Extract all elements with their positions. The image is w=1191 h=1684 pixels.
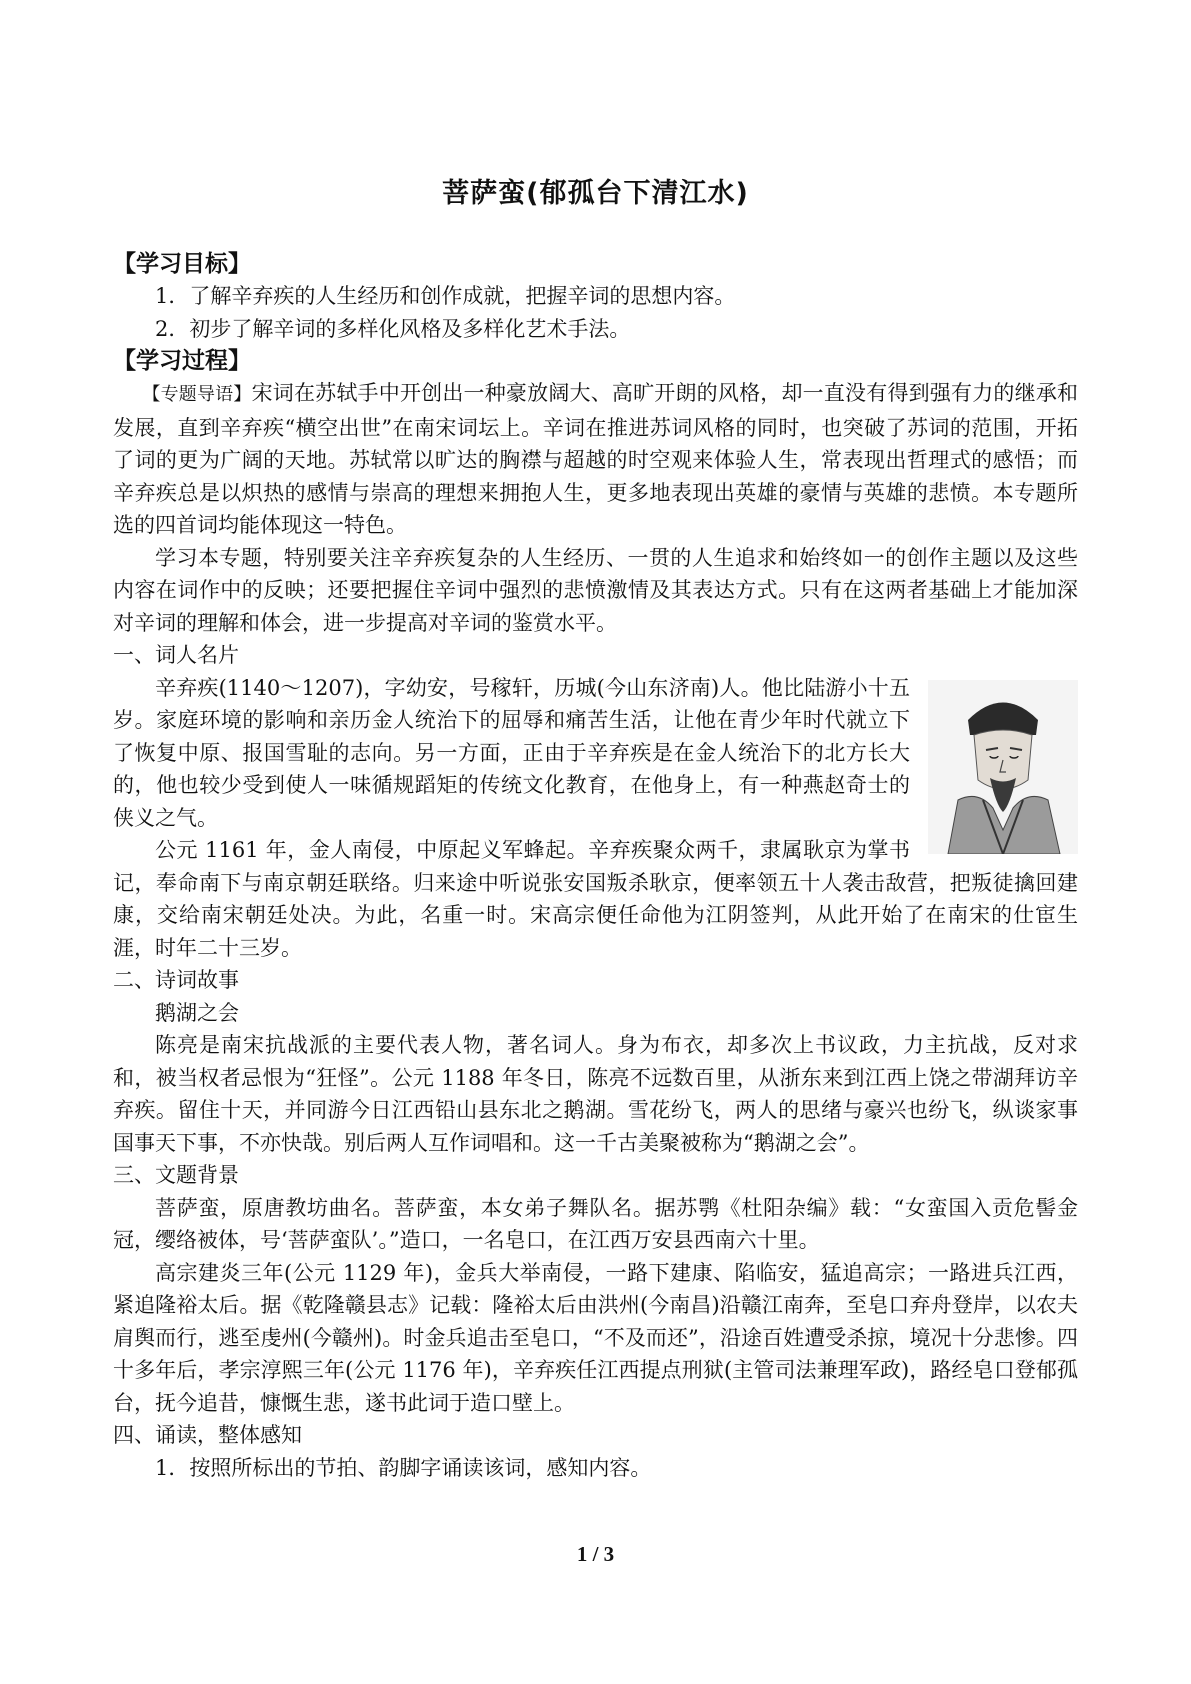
part1-heading: 一、词人名片 — [113, 643, 239, 667]
page-number: 1 / 3 — [576, 1542, 615, 1566]
objective-item-2: 2．初步了解辛词的多样化风格及多样化艺术手法。 — [155, 316, 631, 341]
part2-subtitle: 鹅湖之会 — [155, 1000, 239, 1025]
objective-item-1: 1．了解辛弃疾的人生经历和创作成就，把握辛词的思想内容。 — [155, 284, 736, 308]
part3-heading: 三、文题背景 — [113, 1163, 239, 1187]
part4-heading: 四、诵读，整体感知 — [113, 1423, 302, 1447]
part3-paragraph-2: 高宗建炎三年(公元 1129 年)，金兵大举南侵，一路下建康、陷临安，猛追高宗；一路进兵江西，紧追隆裕太后。据《乾隆赣县志》记载：隆裕太后由洪州(今南昌)沿赣江南奔，至皂口弃舟登岸，以农夫肩舆而行，逃至虔州(今赣州)。时金兵追击至皂口，“不及而还”，沿途百姓遭受杀掠，境况十分悲惨。四十多年后，孝宗淳熙三年(公元 1176 年)，辛弃疾任江西提点刑狱(主管司法兼理军政)，路经皂口登郁孤台，抚今追昔，慷慨生悲，遂书此词于造口壁上。 — [113, 1260, 1078, 1415]
process-heading: 【学习过程】 — [113, 348, 251, 374]
objectives-heading: 【学习目标】 — [113, 251, 251, 277]
intro-label: 【专题导语】 — [142, 384, 252, 405]
part2-heading: 二、诗词故事 — [113, 968, 239, 992]
intro-paragraph-2: 学习本专题，特别要关注辛弃疾复杂的人生经历、一贯的人生追求和始终如一的创作主题以及这些内容在词作中的反映；还要把握住辛词中强烈的悲愤激情及其表达方式。只有在这两者基础上才能加深对辛词的理解和体会，进一步提高对辛词的鉴赏水平。 — [113, 545, 1078, 635]
part4-item-1: 1．按照所标出的节拍、韵脚字诵读该词，感知内容。 — [155, 1455, 652, 1480]
portrait-illustration — [928, 680, 1078, 854]
part1-paragraph-1: 辛弃疾(1140～1207)，字幼安，号稼轩，历城(今山东济南)人。他比陆游小十五岁。家庭环境的影响和亲历金人统治下的屈辱和痛苦生活，让他在青少年时代就立下了恢复中原、报国雪耻的志向。另一方面，正由于辛弃疾是在金人统治下的北方长大的，他也较少受到使人一味循规蹈矩的传统文化教育，在他身上，有一种燕赵奇士的侠义之气。 — [113, 675, 910, 830]
part2-paragraph-1: 陈亮是南宋抗战派的主要代表人物，著名词人。身为布衣，却多次上书议政，力主抗战，反对求和，被当权者忌恨为“狂怪”。公元 1188 年冬日，陈亮不远数百里，从浙东来到江西上饶之带湖拜访辛弃疾。留住十天，并同游今日江西铅山县东北之鹅湖。雪花纷飞，两人的思绪与豪兴也纷飞，纵谈家事国事天下事，不亦快哉。别后两人互作词唱和。这一千古美聚被称为“鹅湖之会”。 — [113, 1033, 1078, 1155]
intro-text: 宋词在苏轼手中开创出一种豪放阔大、高旷开朗的风格，却一直没有得到强有力的继承和发展，直到辛弃疾“横空出世”在南宋词坛上。辛词在推进苏词风格的同时，也突破了苏词的范围，开拓了词的更为广阔的天地。苏轼常以旷达的胸襟与超越的时空观来体验人生，常表现出哲理式的感悟；而辛弃疾总是以炽热的感情与崇高的理想来拥抱人生，更多地表现出英雄的豪情与英雄的悲愤。本专题所选的四首词均能体现这一特色。 — [113, 381, 1079, 537]
part3-paragraph-1: 菩萨蛮，原唐教坊曲名。菩萨蛮，本女弟子舞队名。据苏鹗《杜阳杂编》载：“女蛮国入贡危髻金冠，缨络被体，号‘菩萨蛮队’。”造口，一名皂口，在江西万安县西南六十里。 — [113, 1195, 1078, 1252]
part1-paragraph-2: 公元 1161 年，金人南侵，中原起义军蜂起。辛弃疾聚众两千，隶属耿京为掌书记，奉命南下与南京朝廷联络。归来途中听说张安国叛杀耿京，便率领五十人袭击敌营，把叛徒擒回建康，交给南宋朝廷处决。为此，名重一时。宋高宗便任命他为江阴签判，从此开始了在南宋的仕宦生涯，时年二十三岁。 — [113, 838, 1078, 960]
intro-paragraph — [113, 377, 1078, 542]
document-body — [113, 248, 1078, 1484]
page-title: 菩萨蛮(郁孤台下清江水) — [442, 178, 749, 209]
